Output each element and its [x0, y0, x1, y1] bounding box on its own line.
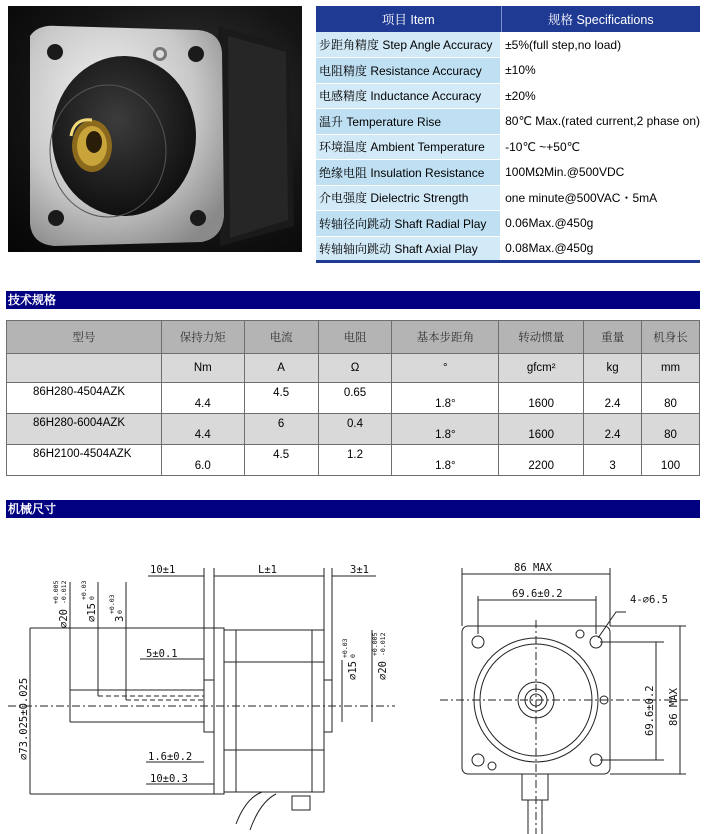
unit-cell: [7, 354, 162, 383]
table-cell: 1.8°: [392, 383, 499, 414]
spec-row: [316, 109, 700, 135]
motor-photo: [8, 6, 302, 252]
spec-value: one minute@500VAC・5mA: [501, 185, 700, 211]
spec-item: 环境温度 Ambient Temperature: [316, 134, 501, 160]
table-cell: 1.8°: [392, 414, 499, 445]
spec-row: [316, 160, 700, 186]
table-cell: 6.0: [161, 445, 244, 476]
dia-15-left: ⌀15: [86, 603, 98, 622]
table-cell: 1.8°: [392, 445, 499, 476]
spec-item: 温升 Temperature Rise: [316, 109, 501, 135]
spec-item: 转轴径向跳动 Shaft Radial Play: [316, 211, 501, 237]
dia-15-right-tol-upper: +0.03: [341, 638, 349, 658]
spec-row: [316, 134, 700, 160]
spec-row: [316, 236, 700, 262]
col-header-inertia: 转动惯量: [499, 321, 584, 354]
spec-item: 绝缘电阻 Insulation Resistance: [316, 160, 501, 186]
table-cell: 1.2: [318, 445, 392, 476]
table-cell: 1600: [499, 414, 584, 445]
spec-item: 电阻精度 Resistance Accuracy: [316, 58, 501, 84]
tech-units-row: [7, 354, 700, 383]
dim-l: L±1: [258, 564, 277, 576]
dim-10-bottom: 10±0.3: [150, 773, 188, 785]
dia-20-left-tol-lower: -0.012: [60, 580, 68, 604]
model-cell: 86H2100-4504AZK: [7, 445, 162, 476]
table-row: [7, 414, 700, 445]
dim-3-0-tol-lower: 0: [116, 610, 124, 614]
col-header-step-angle: 基本步距角: [392, 321, 499, 354]
spec-row: [316, 83, 700, 109]
spec-value: 0.08Max.@450g: [501, 236, 700, 262]
dim-86-max-side: 86 MAX: [668, 688, 680, 726]
table-cell: 4.5: [244, 445, 318, 476]
table-cell: 80: [642, 414, 700, 445]
unit-cell: Nm: [161, 354, 244, 383]
col-header-resistance: 电阻: [318, 321, 392, 354]
side-view: [8, 568, 395, 830]
table-cell: 0.65: [318, 383, 392, 414]
dia-20-right-tol-lower: -0.012: [379, 632, 387, 656]
dia-15-left-tol-lower: 0: [88, 596, 96, 600]
unit-cell: gfcm²: [499, 354, 584, 383]
unit-cell: °: [392, 354, 499, 383]
dia-73: ⌀73.025±0.025: [18, 677, 30, 760]
dim-3-0: 3: [114, 615, 126, 622]
table-cell: 1600: [499, 383, 584, 414]
spec-value: -10℃ ~+50℃: [501, 134, 700, 160]
spec-item: 介电强度 Dielectric Strength: [316, 185, 501, 211]
spec-item: 转轴轴向跳动 Shaft Axial Play: [316, 236, 501, 262]
table-cell: 80: [642, 383, 700, 414]
col-header-holding-torque: 保持力矩: [161, 321, 244, 354]
dim-3: 3±1: [350, 564, 369, 576]
dia-20-left-tol-upper: +0.005: [52, 580, 60, 604]
dim-3-0-tol-upper: +0.03: [108, 594, 116, 614]
spec-value: 100MΩMin.@500VDC: [501, 160, 700, 186]
table-cell: 2.4: [584, 383, 642, 414]
holes-label: 4-⌀6.5: [630, 594, 668, 606]
tech-header-row: [7, 321, 700, 354]
spec-value: ±10%: [501, 58, 700, 84]
table-cell: 6: [244, 414, 318, 445]
table-cell: 4.5: [244, 383, 318, 414]
table-cell: 4.4: [161, 383, 244, 414]
specifications-table: [316, 6, 700, 263]
table-cell: 2200: [499, 445, 584, 476]
section-header-tech-specs: 技术规格: [6, 291, 700, 309]
table-cell: 4.4: [161, 414, 244, 445]
spec-header-specifications: 规格 Specifications: [501, 6, 700, 32]
spec-header-item: 项目 Item: [316, 6, 501, 32]
dim-69-6-side: 69.6±0.2: [644, 685, 656, 736]
model-cell: 86H280-6004AZK: [7, 414, 162, 445]
spec-row: [316, 58, 700, 84]
unit-cell: A: [244, 354, 318, 383]
table-cell: 3: [584, 445, 642, 476]
dim-69-6-top: 69.6±0.2: [512, 588, 563, 600]
unit-cell: Ω: [318, 354, 392, 383]
spec-row: [316, 185, 700, 211]
spec-value: 0.06Max.@450g: [501, 211, 700, 237]
dia-20-left: ⌀20: [58, 609, 70, 628]
dia-20-right: ⌀20: [377, 661, 389, 680]
unit-cell: kg: [584, 354, 642, 383]
dim-86-max-top: 86 MAX: [514, 562, 552, 574]
unit-cell: mm: [642, 354, 700, 383]
table-row: [7, 383, 700, 414]
dim-10-top: 10±1: [150, 564, 176, 576]
spec-item: 电感精度 Inductance Accuracy: [316, 83, 501, 109]
col-header-current: 电流: [244, 321, 318, 354]
spec-value: ±5%(full step,no load): [501, 32, 700, 58]
table-row: [7, 445, 700, 476]
tech-specs-table: [6, 320, 700, 476]
spec-value: 80℃ Max.(rated current,2 phase on): [501, 109, 700, 135]
dia-20-right-tol-upper: +0.005: [371, 632, 379, 656]
spec-item: 步距角精度 Step Angle Accuracy: [316, 32, 501, 58]
table-cell: 100: [642, 445, 700, 476]
dim-5: 5±0.1: [146, 648, 178, 660]
col-header-weight: 重量: [584, 321, 642, 354]
dia-15-left-tol-upper: +0.03: [80, 580, 88, 600]
mechanical-drawing: [0, 540, 709, 834]
motor-photo-graphic: [8, 6, 302, 252]
col-header-model: 型号: [7, 321, 162, 354]
table-cell: 2.4: [584, 414, 642, 445]
spec-row: [316, 32, 700, 58]
dia-15-right: ⌀15: [347, 661, 359, 680]
col-header-length: 机身长: [642, 321, 700, 354]
model-cell: 86H280-4504AZK: [7, 383, 162, 414]
dim-1-6: 1.6±0.2: [148, 751, 193, 763]
table-cell: 0.4: [318, 414, 392, 445]
spec-row: [316, 211, 700, 237]
spec-value: ±20%: [501, 83, 700, 109]
section-header-mechanical-dimensions: 机械尺寸: [6, 500, 700, 518]
dia-15-right-tol-lower: 0: [349, 654, 357, 658]
